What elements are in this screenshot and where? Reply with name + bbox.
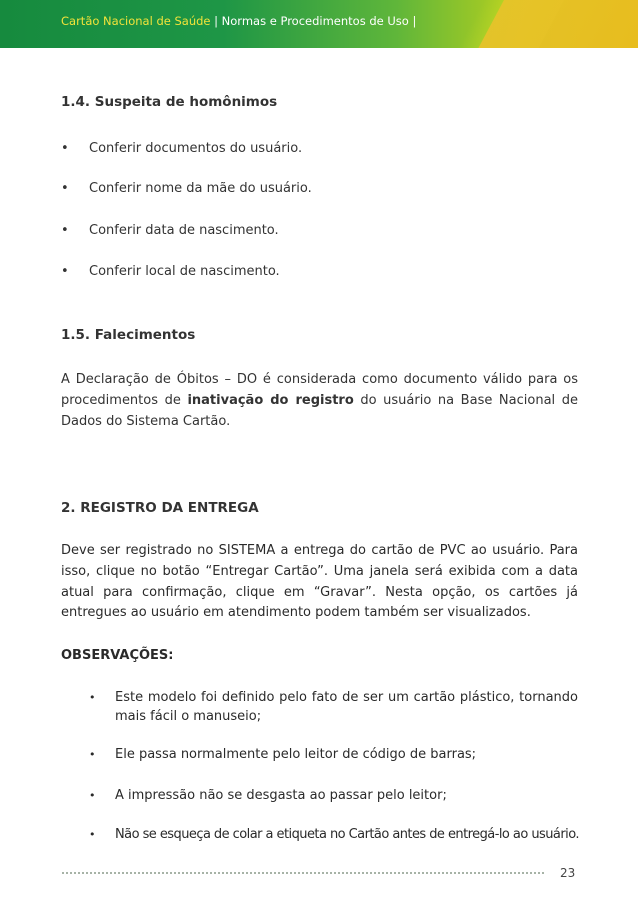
footer-dotted-divider xyxy=(61,872,545,874)
observations-title: OBSERVAÇÕES: xyxy=(61,648,174,663)
list-item-text: Este modelo foi definido pelo fato de ser um cartão plástico, tornando mais fácil o manuseio; xyxy=(115,690,578,724)
section-1-5-title: 1.5. Falecimentos xyxy=(61,327,196,343)
list-item xyxy=(89,689,578,726)
paragraph-text: do usuário na Base Nacional de Dados do Sistema Cartão. xyxy=(61,392,579,429)
bullet-icon: • xyxy=(89,691,96,704)
bullet-icon: • xyxy=(89,748,96,761)
bullet-icon: • xyxy=(61,223,69,238)
bullet-icon: • xyxy=(61,264,69,279)
section-1-5-paragraph xyxy=(61,370,578,432)
header-banner xyxy=(0,0,638,48)
header-separator: | xyxy=(210,14,222,28)
bullet-icon: • xyxy=(89,789,96,802)
bullet-icon: • xyxy=(89,828,96,841)
bullet-icon: • xyxy=(61,141,69,156)
header-title xyxy=(61,13,416,29)
list-item-text: Conferir documentos do usuário. xyxy=(89,141,303,156)
list-item xyxy=(89,787,578,806)
list-item-text: Conferir nome da mãe do usuário. xyxy=(89,181,312,196)
list-item-text: Conferir local de nascimento. xyxy=(89,264,280,279)
list-item-text: A impressão não se desgasta ao passar pelo leitor; xyxy=(115,788,447,803)
paragraph-emphasis: inativação do registro xyxy=(187,392,354,408)
header-brand: Cartão Nacional de Saúde xyxy=(61,14,211,28)
list-item xyxy=(89,826,578,845)
section-2-title: 2. REGISTRO DA ENTREGA xyxy=(61,500,259,516)
page-number: 23 xyxy=(560,866,576,880)
paragraph-text: A Declaração de Óbitos – DO é considerada como documento válido para os procedimentos de xyxy=(61,372,578,408)
bullet-icon: • xyxy=(61,181,69,196)
list-item-text: Não se esqueça de colar a etiqueta no Cartão antes de entregá-lo ao usuário. xyxy=(115,827,579,842)
list-item xyxy=(89,746,578,765)
list-item-text: Ele passa normalmente pelo leitor de código de barras; xyxy=(115,747,477,762)
section-1-4-title: 1.4. Suspeita de homônimos xyxy=(61,94,278,110)
header-subtitle: Normas e Procedimentos de Uso | xyxy=(221,14,417,28)
section-2-paragraph: Deve ser registrado no SISTEMA a entrega do cartão de PVC ao usuário. Para isso, clique no botão “Entregar Cartão”. Uma janela será exibida com a data atual para confirmação, clique em “Gravar”. Nesta opção, os cartões já entregues ao usuário em atendimento podem também ser visualizados. xyxy=(61,543,578,621)
list-item-text: Conferir data de nascimento. xyxy=(89,223,279,238)
